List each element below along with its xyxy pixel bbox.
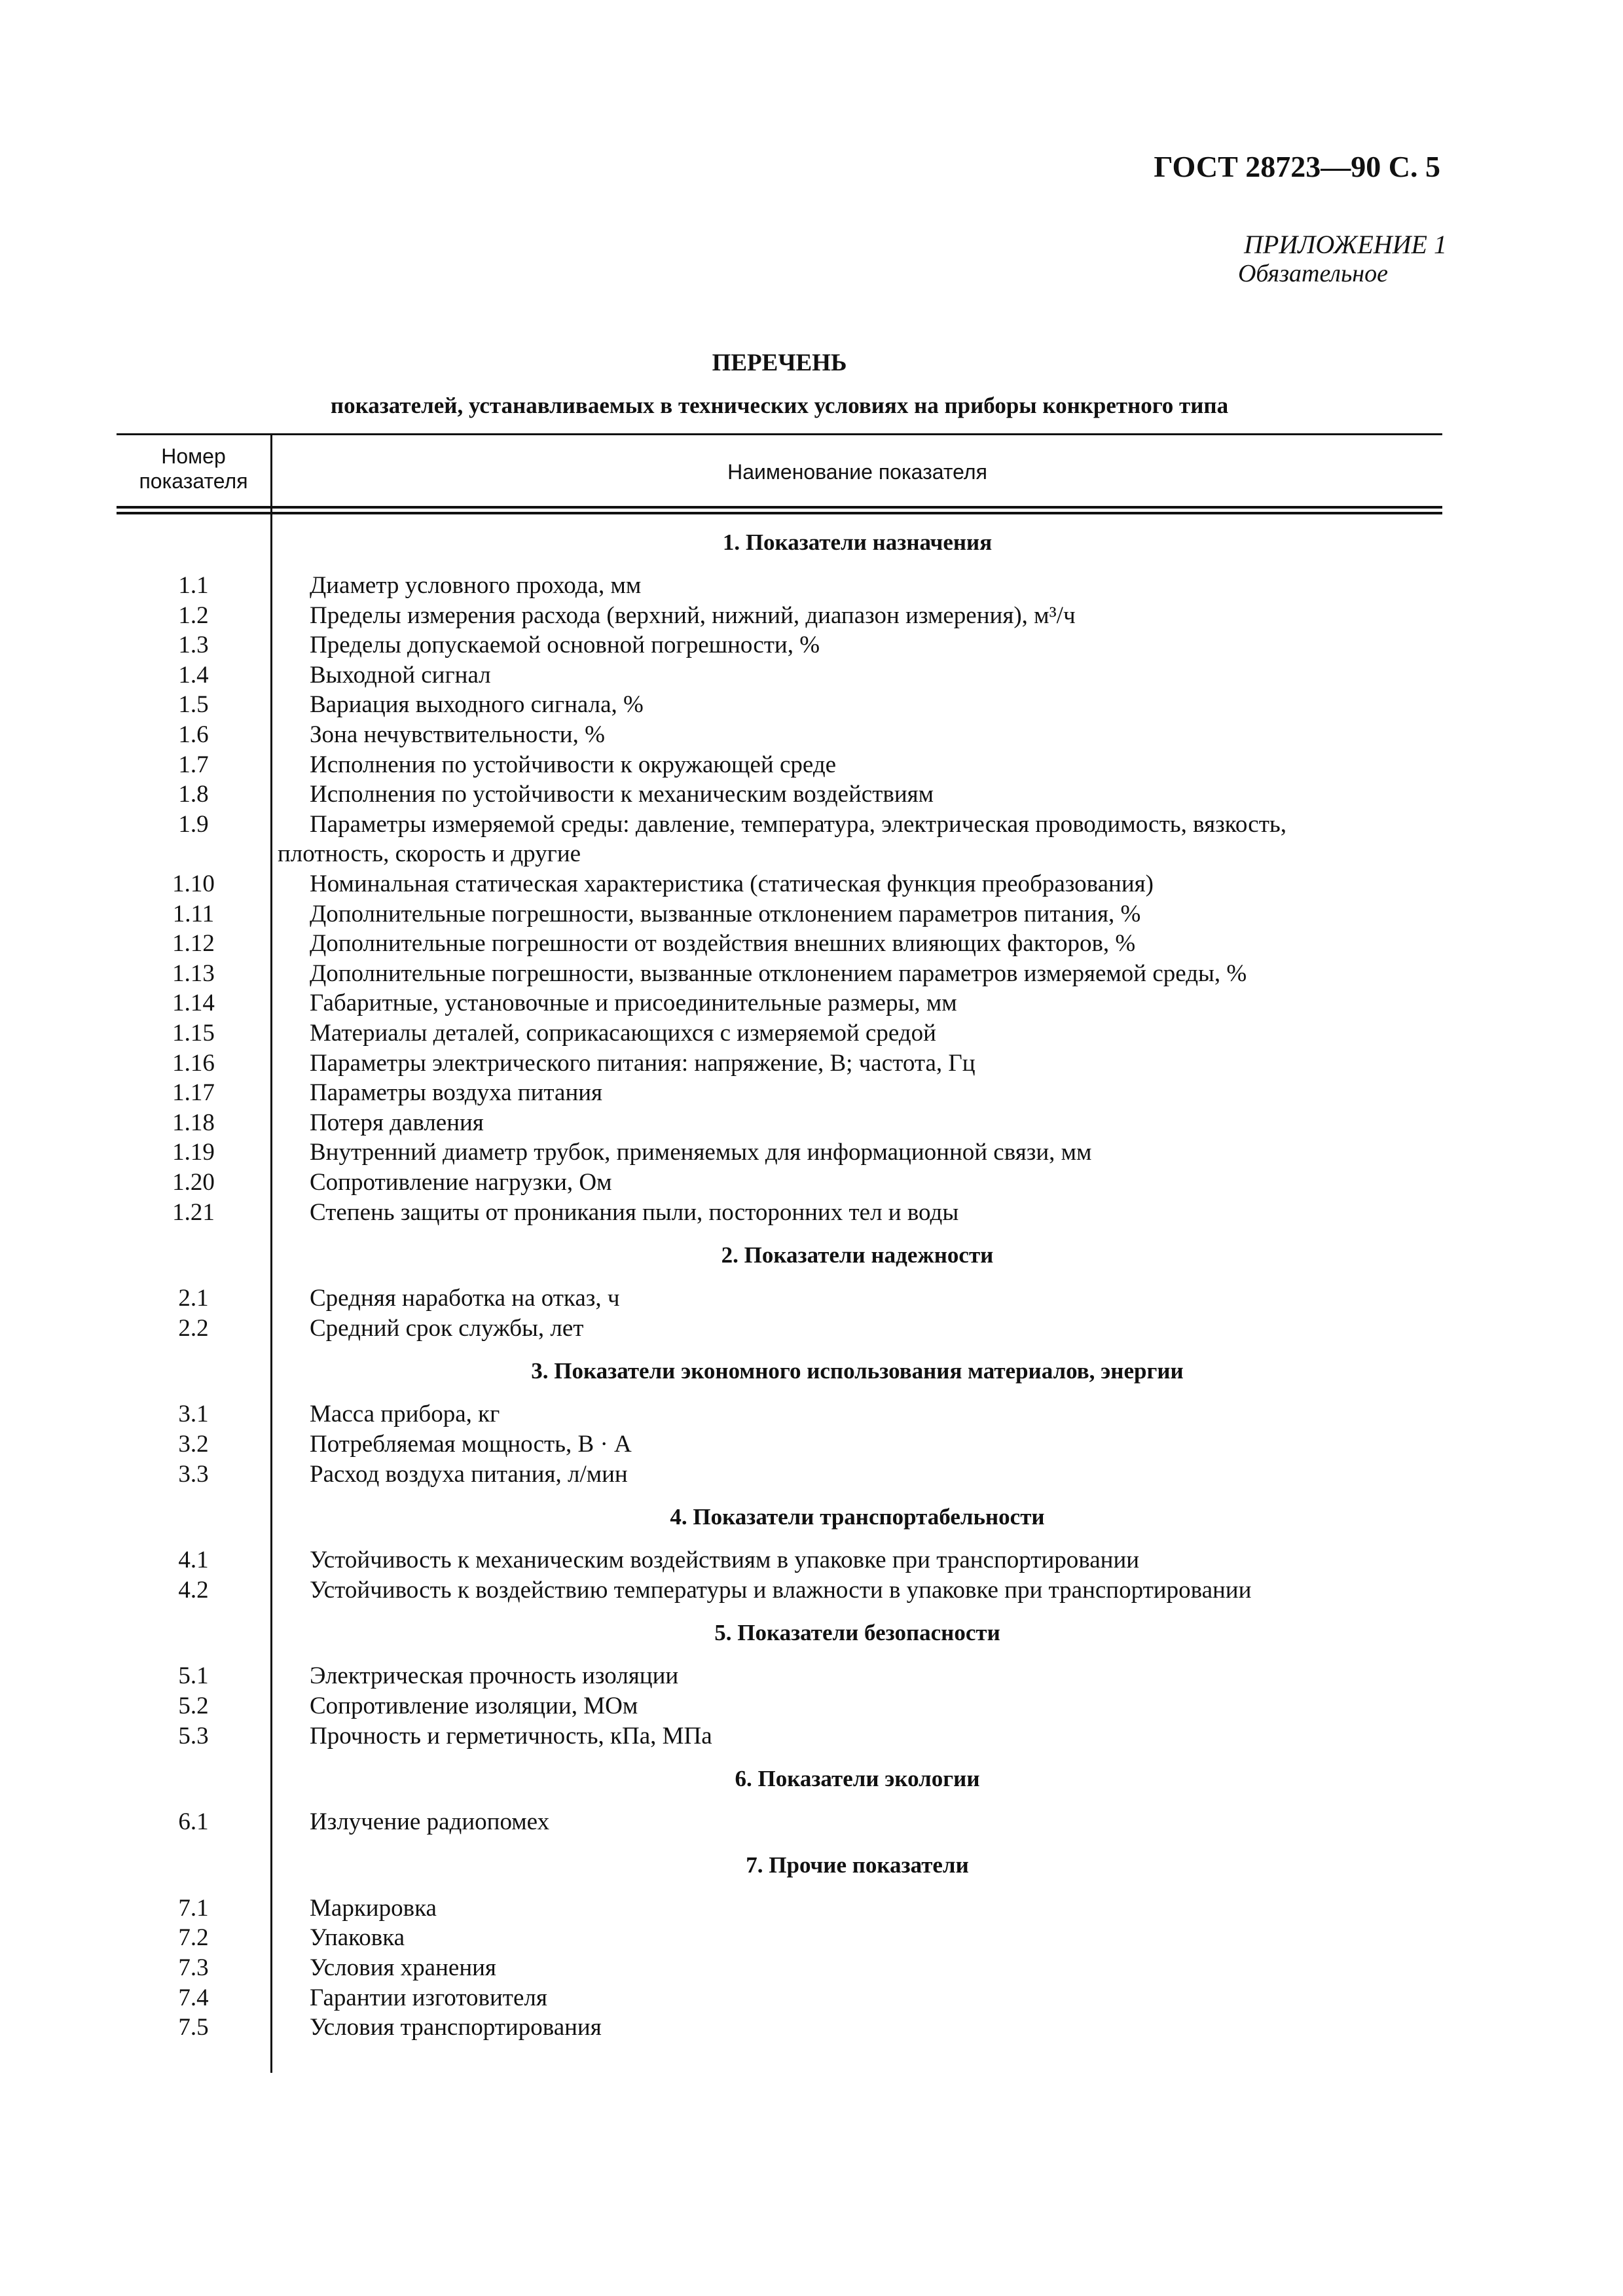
item-number: 1.11	[172, 900, 215, 927]
item-text: Исполнения по устойчивости к механическим воздействиям	[310, 781, 934, 808]
item-text: Потребляемая мощность, В · А	[310, 1431, 632, 1458]
item-number: 1.3	[178, 632, 209, 659]
item-number: 2.2	[178, 1314, 209, 1342]
item-text: Пределы допускаемой основной погрешности, %	[310, 632, 820, 659]
item-text: Параметры электрического питания: напряжение, В; частота, Гц	[310, 1049, 976, 1077]
item-text: Условия хранения	[310, 1954, 496, 1981]
item-number: 5.3	[178, 1722, 209, 1749]
item-text: Средний срок службы, лет	[310, 1314, 584, 1342]
column-header-number-line-1: Номер	[161, 444, 226, 468]
section-title: 3. Показатели экономного использования материалов, энергии	[531, 1358, 1184, 1384]
item-text: Параметры измеряемой среды: давление, температура, электрическая проводимость, вязкость,	[310, 810, 1286, 838]
item-number: 1.10	[172, 870, 215, 897]
item-text: Устойчивость к воздействию температуры и влажности в упаковке при транспортировании	[310, 1576, 1252, 1604]
item-number: 4.2	[178, 1576, 209, 1604]
item-text: Зона нечувствительности, %	[310, 721, 605, 748]
item-number: 1.15	[172, 1020, 215, 1047]
item-text: Степень защиты от проникания пыли, посторонних тел и воды	[310, 1198, 959, 1226]
item-number: 1.14	[172, 990, 215, 1017]
item-text: Упаковка	[310, 1924, 405, 1952]
item-number: 1.20	[172, 1169, 215, 1196]
item-number: 3.2	[178, 1431, 209, 1458]
item-text-continuation: плотность, скорость и другие	[278, 840, 581, 868]
item-text: Условия транспортирования	[310, 2014, 602, 2041]
item-text: Габаритные, установочные и присоединительные размеры, мм	[310, 990, 957, 1017]
document-header: ГОСТ 28723—90 С. 5	[1154, 150, 1440, 183]
item-text: Дополнительные погрешности, вызванные отклонением параметров измеряемой среды, %	[310, 960, 1247, 987]
section-title: 2. Показатели надежности	[721, 1242, 994, 1268]
item-number: 1.1	[178, 572, 209, 599]
item-number: 1.18	[172, 1109, 215, 1136]
item-text: Дополнительные погрешности от воздействия внешних влияющих факторов, %	[310, 930, 1136, 958]
column-header-name: Наименование показателя	[727, 460, 987, 484]
item-text: Вариация выходного сигнала, %	[310, 691, 644, 719]
item-number: 1.5	[178, 691, 209, 719]
item-number: 1.4	[178, 661, 209, 689]
item-number: 4.1	[178, 1547, 209, 1574]
item-text: Номинальная статическая характеристика (статическая функция преобразования)	[310, 870, 1154, 897]
item-number: 7.3	[178, 1954, 209, 1981]
column-header-number-line-2: показателя	[139, 469, 248, 493]
item-text: Устойчивость к механическим воздействиям в упаковке при транспортировании	[310, 1547, 1140, 1574]
item-number: 1.7	[178, 751, 209, 778]
item-number: 5.1	[178, 1662, 209, 1690]
item-number: 7.1	[178, 1894, 209, 1922]
item-number: 7.5	[178, 2014, 209, 2041]
item-text: Внутренний диаметр трубок, применяемых для информационной связи, мм	[310, 1139, 1092, 1166]
section-title: 5. Показатели безопасности	[714, 1620, 1000, 1646]
item-number: 1.13	[172, 960, 215, 987]
appendix-kind: Обязательное	[1237, 260, 1388, 287]
item-text: Средняя наработка на отказ, ч	[310, 1285, 620, 1312]
item-text: Маркировка	[310, 1894, 437, 1922]
item-text: Параметры воздуха питания	[310, 1079, 603, 1107]
section-title: 1. Показатели назначения	[722, 529, 993, 555]
item-text: Масса прибора, кг	[310, 1401, 500, 1428]
item-number: 1.6	[178, 721, 209, 748]
item-text: Выходной сигнал	[310, 661, 491, 689]
item-text: Исполнения по устойчивости к окружающей среде	[310, 751, 837, 778]
item-number: 1.9	[178, 810, 209, 838]
item-text: Расход воздуха питания, л/мин	[310, 1460, 628, 1488]
item-text: Материалы деталей, соприкасающихся с измеряемой средой	[310, 1020, 936, 1047]
item-number: 1.19	[172, 1139, 215, 1166]
section-title: 4. Показатели транспортабельности	[670, 1504, 1045, 1530]
section-title: 7. Прочие показатели	[746, 1852, 969, 1878]
item-text: Излучение радиопомех	[310, 1808, 550, 1836]
item-number: 1.17	[172, 1079, 215, 1107]
item-number: 2.1	[178, 1285, 209, 1312]
item-number: 5.2	[178, 1693, 209, 1719]
item-number: 6.1	[178, 1808, 209, 1836]
item-number: 3.1	[178, 1401, 209, 1428]
item-text: Пределы измерения расхода (верхний, нижний, диапазон измерения), м³/ч	[310, 601, 1076, 629]
document-title: ПЕРЕЧЕНЬ	[712, 350, 847, 376]
item-text: Дополнительные погрешности, вызванные отклонением параметров питания, %	[310, 900, 1141, 927]
item-number: 7.2	[178, 1924, 209, 1952]
item-text: Потеря давления	[310, 1109, 484, 1136]
appendix-label: ПРИЛОЖЕНИЕ 1	[1244, 230, 1447, 259]
item-text: Диаметр условного прохода, мм	[310, 572, 642, 599]
item-number: 1.21	[172, 1198, 215, 1226]
item-text: Сопротивление изоляции, МОм	[310, 1693, 638, 1719]
document-subtitle: показателей, устанавливаемых в технических условиях на приборы конкретного типа	[330, 393, 1229, 418]
section-title: 6. Показатели экологии	[735, 1766, 980, 1792]
item-number: 1.16	[172, 1049, 215, 1077]
item-text: Гарантии изготовителя	[310, 1984, 547, 2011]
item-number: 7.4	[178, 1984, 209, 2011]
item-number: 3.3	[178, 1460, 209, 1488]
item-text: Сопротивление нагрузки, Ом	[310, 1169, 612, 1196]
item-text: Электрическая прочность изоляции	[310, 1662, 679, 1690]
item-number: 1.2	[178, 601, 209, 629]
item-number: 1.8	[178, 781, 209, 808]
item-number: 1.12	[172, 930, 215, 958]
item-text: Прочность и герметичность, кПа, МПа	[310, 1722, 712, 1749]
